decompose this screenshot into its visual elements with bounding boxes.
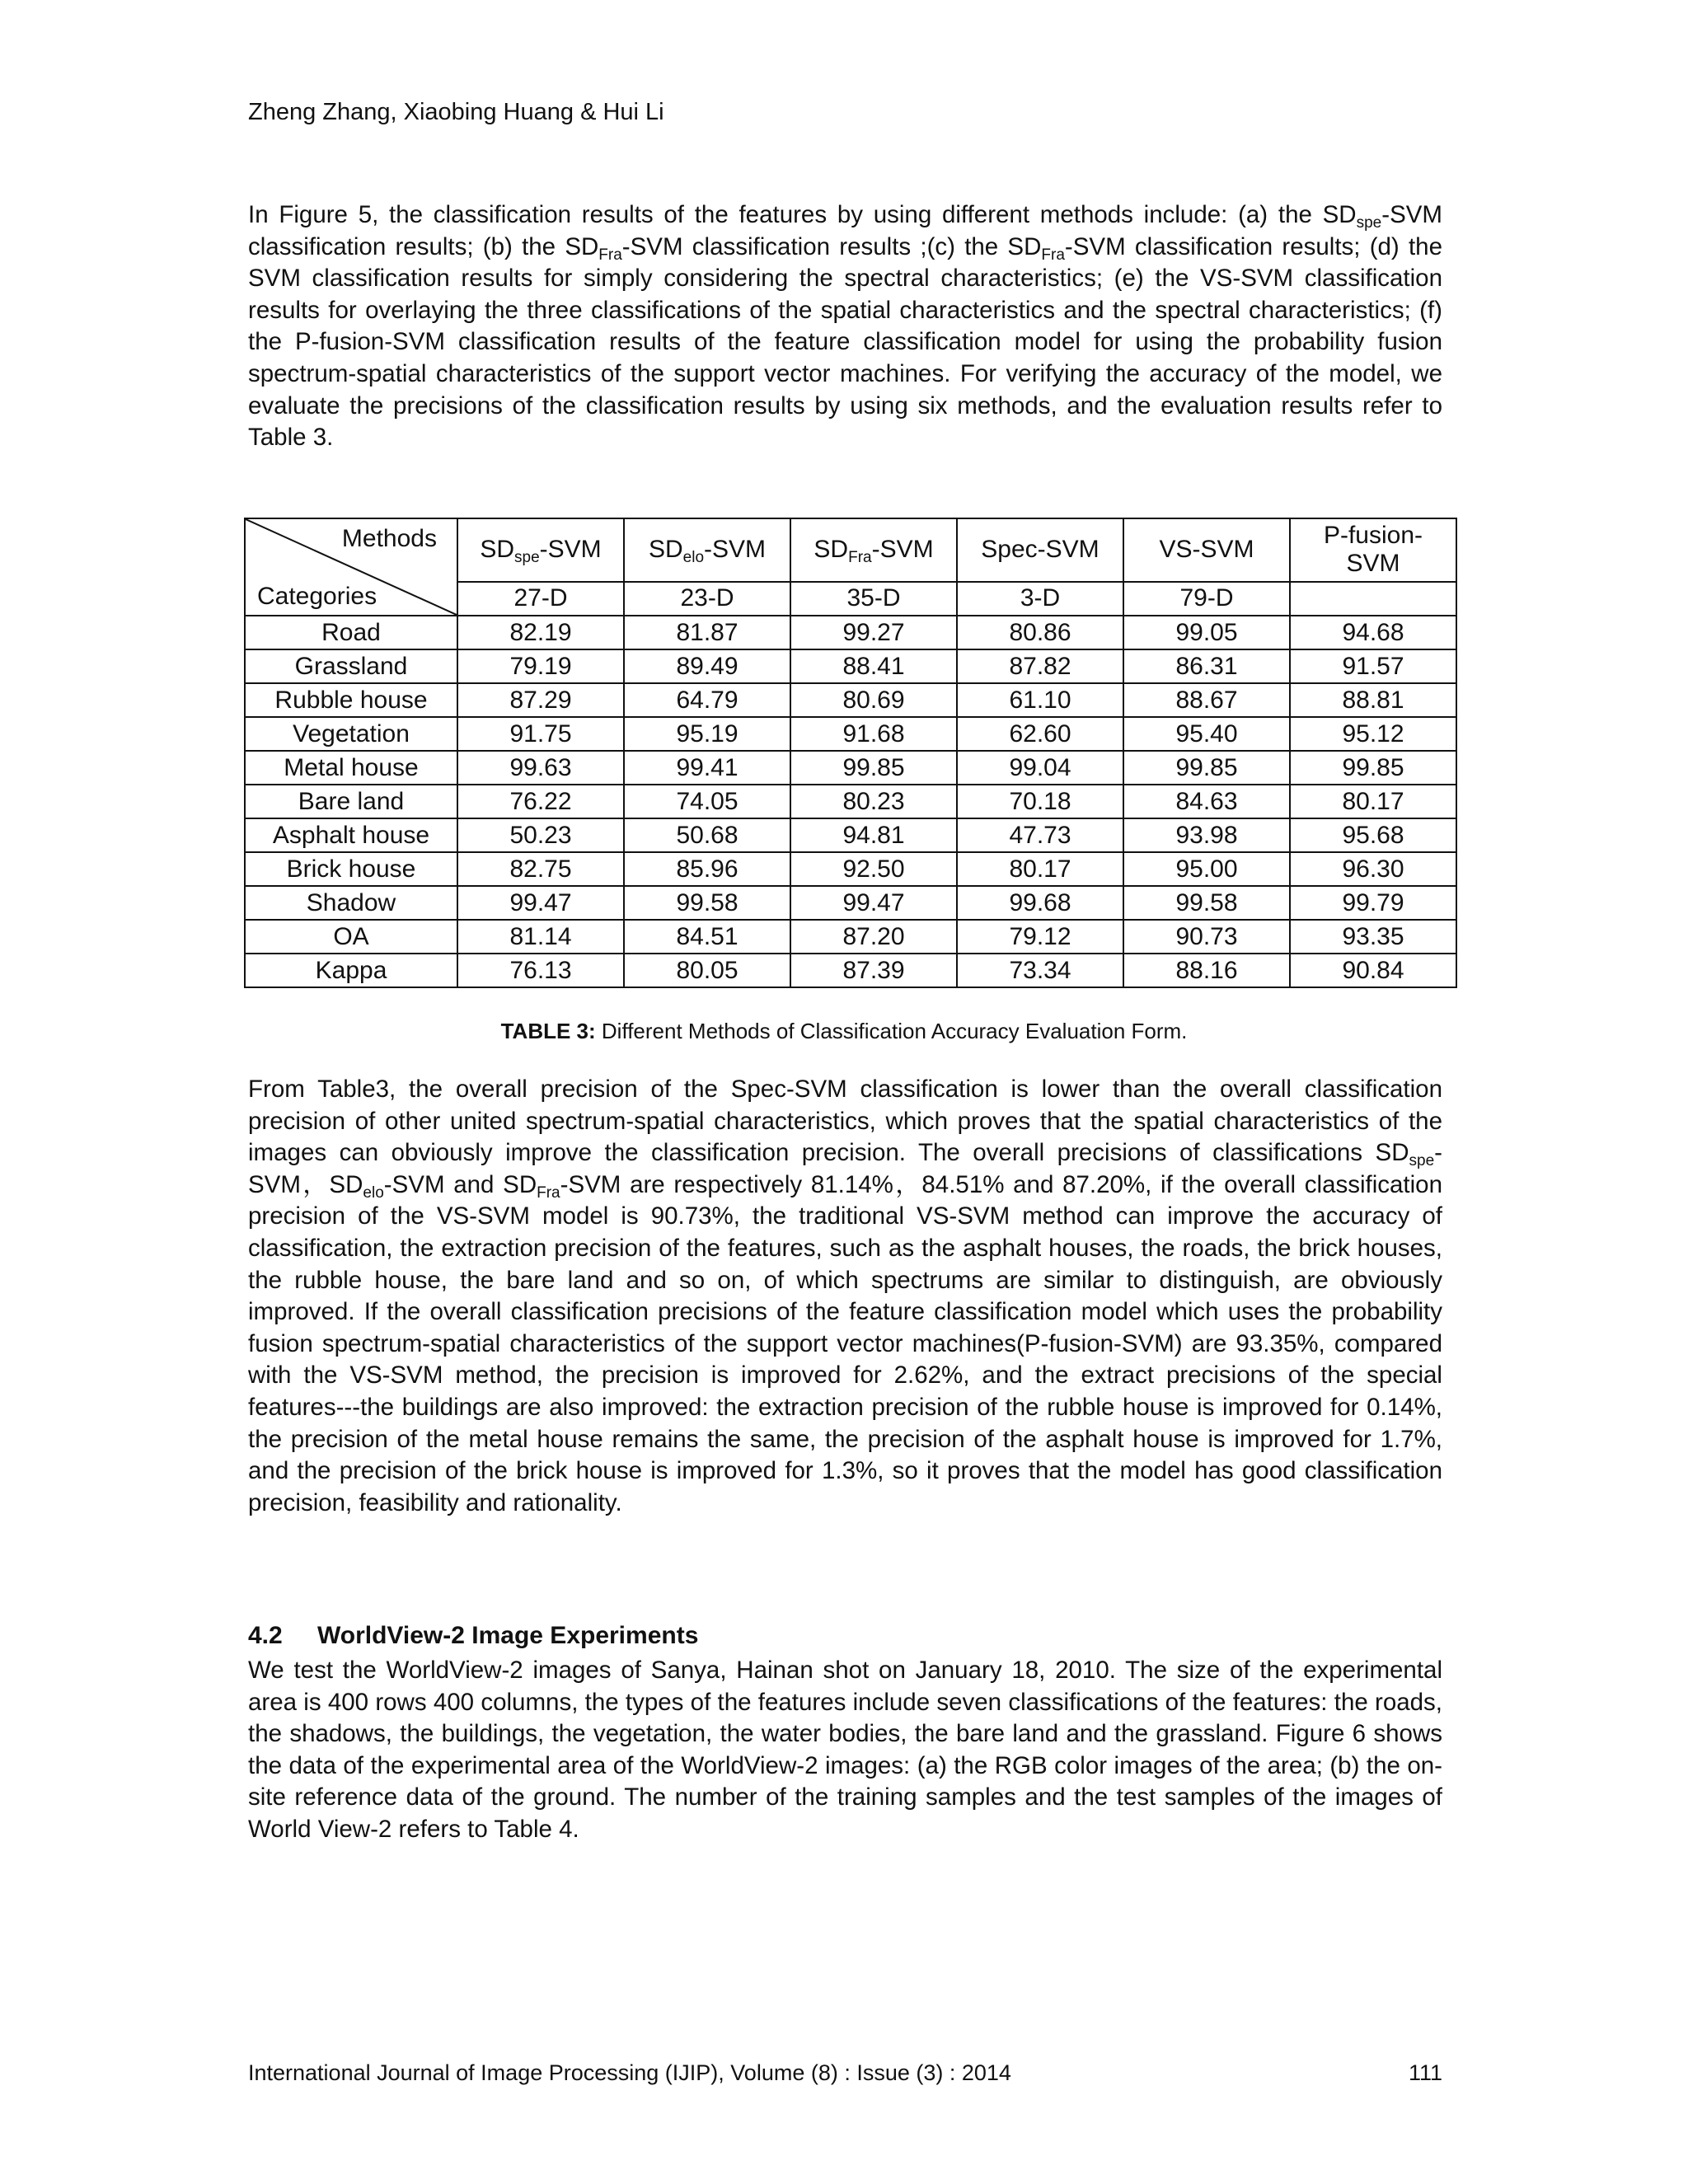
paragraph-worldview2 <box>248 1655 1442 1846</box>
caption-label: TABLE 3: <box>500 1019 596 1043</box>
method-subscript: spe <box>514 549 540 567</box>
category-label: Brick house <box>245 852 457 886</box>
accuracy-cell: 81.14 <box>457 920 624 954</box>
accuracy-cell: 99.47 <box>457 886 624 920</box>
accuracy-cell: 99.58 <box>624 886 790 920</box>
accuracy-cell: 93.98 <box>1123 818 1290 852</box>
accuracy-cell: 93.35 <box>1290 920 1456 954</box>
method-subscript: elo <box>682 549 705 567</box>
subscript-text: spe <box>1356 214 1382 232</box>
category-label: Bare land <box>245 785 457 818</box>
accuracy-cell: 95.00 <box>1123 852 1290 886</box>
accuracy-cell: 84.51 <box>624 920 790 954</box>
running-header-authors: Zheng Zhang, Xiaobing Huang & Hui Li <box>248 99 664 125</box>
accuracy-cell: 91.68 <box>790 717 957 751</box>
accuracy-cell: 80.23 <box>790 785 957 818</box>
accuracy-cell: 85.96 <box>624 852 790 886</box>
caption-text: Different Methods of Classification Accuracy Evaluation Form. <box>595 1019 1188 1043</box>
accuracy-cell: 88.41 <box>790 649 957 683</box>
footer-journal: International Journal of Image Processing (IJIP), Volume (8) : Issue (3) : 2014 <box>248 2060 1011 2085</box>
table-3-accuracy <box>244 518 1457 988</box>
accuracy-cell: 99.68 <box>957 886 1123 920</box>
method-header <box>1290 518 1456 582</box>
accuracy-cell: 90.73 <box>1123 920 1290 954</box>
corner-methods-label: Methods <box>341 525 437 552</box>
table-row <box>245 920 1456 954</box>
accuracy-cell: 99.79 <box>1290 886 1456 920</box>
table-corner-header <box>245 518 457 616</box>
dimension-cell: 27-D <box>457 582 624 616</box>
text-segment: -SVM，SD <box>248 1139 1442 1198</box>
accuracy-cell: 94.81 <box>790 818 957 852</box>
page-footer <box>248 2060 1442 2086</box>
method-name: Spec-SVM <box>981 536 1100 564</box>
accuracy-cell: 99.04 <box>957 751 1123 785</box>
dimension-cell: 23-D <box>624 582 790 616</box>
accuracy-cell: 62.60 <box>957 717 1123 751</box>
paragraph-figure5-description <box>248 199 1442 454</box>
accuracy-cell: 87.20 <box>790 920 957 954</box>
accuracy-cell: 84.63 <box>1123 785 1290 818</box>
method-header <box>1123 518 1290 582</box>
method-header <box>790 518 957 582</box>
accuracy-cell: 73.34 <box>957 954 1123 987</box>
accuracy-cell: 99.47 <box>790 886 957 920</box>
accuracy-cell: 87.29 <box>457 683 624 717</box>
accuracy-cell: 74.05 <box>624 785 790 818</box>
accuracy-cell: 89.49 <box>624 649 790 683</box>
text-segment: -SVM and SD <box>383 1170 537 1198</box>
accuracy-cell: 47.73 <box>957 818 1123 852</box>
method-name: SD <box>648 536 683 564</box>
text-segment: -SVM classification results ;(c) the SD <box>621 232 1042 260</box>
accuracy-cell: 80.86 <box>957 616 1123 649</box>
table-row <box>245 683 1456 717</box>
table-row <box>245 886 1456 920</box>
accuracy-cell: 61.10 <box>957 683 1123 717</box>
dimension-cell: 35-D <box>790 582 957 616</box>
accuracy-cell: 81.87 <box>624 616 790 649</box>
accuracy-cell: 99.85 <box>1123 751 1290 785</box>
accuracy-cell: 90.84 <box>1290 954 1456 987</box>
method-name: SD <box>814 536 849 564</box>
subscript-text: Fra <box>1041 246 1065 264</box>
dimension-cell: 79-D <box>1123 582 1290 616</box>
accuracy-cell: 76.13 <box>457 954 624 987</box>
accuracy-cell: 88.67 <box>1123 683 1290 717</box>
category-label: Road <box>245 616 457 649</box>
accuracy-cell: 82.19 <box>457 616 624 649</box>
subscript-text: elo <box>363 1183 384 1202</box>
accuracy-cell: 91.57 <box>1290 649 1456 683</box>
accuracy-cell: 95.19 <box>624 717 790 751</box>
table-row <box>245 751 1456 785</box>
accuracy-cell: 95.40 <box>1123 717 1290 751</box>
subscript-text: Fra <box>598 246 622 264</box>
method-header <box>457 518 624 582</box>
accuracy-cell: 99.85 <box>790 751 957 785</box>
accuracy-cell: 70.18 <box>957 785 1123 818</box>
method-suffix: -SVM <box>704 536 767 564</box>
table-row <box>245 785 1456 818</box>
accuracy-cell: 96.30 <box>1290 852 1456 886</box>
accuracy-cell: 82.75 <box>457 852 624 886</box>
category-label: Shadow <box>245 886 457 920</box>
accuracy-cell: 99.27 <box>790 616 957 649</box>
accuracy-cell: 79.19 <box>457 649 624 683</box>
method-name: SD <box>480 536 515 564</box>
accuracy-cell: 79.12 <box>957 920 1123 954</box>
text-segment: In Figure 5, the classification results of the features by using different methods include: (a) the SD <box>248 201 1357 228</box>
text-segment: We test the WorldView-2 images of Sanya, Hainan shot on January 18, 2010. The size of the experimental area is 400 rows 400 columns, the types of the features include seven classifications of the features: the roads, the shadows, the buildings, the vegetation, the water bodies, the bare land and the grassland. Figure 6 shows the data of the experimental area of the WorldView-2 images: (a) the RGB color images of the area; (b) the on-site reference data of the ground. The number of the training samples and the test samples of the images of World View-2 refers to Table 4. <box>248 1657 1442 1843</box>
accuracy-cell: 80.17 <box>1290 785 1456 818</box>
accuracy-cell: 80.05 <box>624 954 790 987</box>
method-suffix: -SVM <box>871 536 934 564</box>
table-caption <box>0 1019 1688 1044</box>
accuracy-cell: 99.63 <box>457 751 624 785</box>
paragraph-table3-discussion <box>248 1074 1442 1519</box>
category-label: Metal house <box>245 751 457 785</box>
accuracy-cell: 99.85 <box>1290 751 1456 785</box>
method-name: VS-SVM <box>1159 536 1254 564</box>
accuracy-cell: 95.68 <box>1290 818 1456 852</box>
section-heading <box>248 1622 698 1650</box>
accuracy-cell: 95.12 <box>1290 717 1456 751</box>
text-segment: -SVM are respectively 81.14%，84.51% and 87.20%, if the overall classification precision of the VS-SVM model is 90.73%, the traditional VS-SVM method can improve the accuracy of classification, the extraction precision of the features, such as the asphalt houses, the roads, the brick houses, the rubble house, the bare land and so on, of which spectrums are similar to distinguish, are obviously improved. If the overall classification precisions of the feature classification model which uses the probability fusion spectrum-spatial characteristics of the support vector machines(P-fusion-SVM) are 93.35%, compared with the VS-SVM method, the precision is improved for 2.62%, and the extract precisions of the special features---the buildings are also improved: the extraction precision of the rubble house is improved for 0.14%, the precision of the metal house remains the same, the precision of the asphalt house is improved for 1.7%, and the precision of the brick house is improved for 1.3%, so it proves that the model has good classification precision, feasibility and rationality. <box>248 1170 1442 1516</box>
accuracy-cell: 88.16 <box>1123 954 1290 987</box>
table-row <box>245 954 1456 987</box>
method-subscript: Fra <box>848 549 872 567</box>
accuracy-cell: 86.31 <box>1123 649 1290 683</box>
accuracy-cell: 92.50 <box>790 852 957 886</box>
table-row <box>245 818 1456 852</box>
accuracy-cell: 87.82 <box>957 649 1123 683</box>
method-header <box>624 518 790 582</box>
table-row <box>245 717 1456 751</box>
accuracy-cell: 80.69 <box>790 683 957 717</box>
accuracy-cell: 88.81 <box>1290 683 1456 717</box>
category-label: Grassland <box>245 649 457 683</box>
page-number: 111 <box>1408 2060 1442 2085</box>
accuracy-cell: 76.22 <box>457 785 624 818</box>
section-number: 4.2 <box>248 1622 283 1649</box>
accuracy-cell: 94.68 <box>1290 616 1456 649</box>
accuracy-cell: 87.39 <box>790 954 957 987</box>
accuracy-cell: 91.75 <box>457 717 624 751</box>
table-row <box>245 616 1456 649</box>
accuracy-cell: 99.41 <box>624 751 790 785</box>
category-label: Vegetation <box>245 717 457 751</box>
section-title: WorldView-2 Image Experiments <box>317 1622 699 1649</box>
method-name: P-fusion-SVM <box>1323 522 1423 578</box>
accuracy-cell: 99.58 <box>1123 886 1290 920</box>
accuracy-cell: 50.23 <box>457 818 624 852</box>
method-header <box>957 518 1123 582</box>
accuracy-cell: 64.79 <box>624 683 790 717</box>
category-label: Rubble house <box>245 683 457 717</box>
text-segment: From Table3, the overall precision of the Spec-SVM classification is lower than the overall classification precision of other united spectrum-spatial characteristics, which proves that the spatial characteristics of the images can obviously improve the classification precision. The overall precisions of classifications SD <box>248 1076 1442 1167</box>
table-row <box>245 649 1456 683</box>
accuracy-cell: 50.68 <box>624 818 790 852</box>
accuracy-cell: 80.17 <box>957 852 1123 886</box>
category-label: Asphalt house <box>245 818 457 852</box>
category-label: OA <box>245 920 457 954</box>
dimension-cell <box>1290 582 1456 616</box>
subscript-text: Fra <box>537 1183 560 1202</box>
text-segment: -SVM classification results; (b) the SD <box>248 201 1442 260</box>
subscript-text: spe <box>1409 1152 1435 1170</box>
table-row <box>245 852 1456 886</box>
category-label: Kappa <box>245 954 457 987</box>
corner-categories-label: Categories <box>257 583 377 610</box>
text-segment: -SVM classification results; (d) the SVM classification results for simply considering the spectral characteristics; (e) the VS-SVM classification results for overlaying the three classifications of the spatial characteristics and the spectral characteristics; (f) the P-fusion-SVM classification results of the feature classification model for using the probability fusion spectrum-spatial characteristics of the support vector machines. For verifying the accuracy of the model, we evaluate the precisions of the classification results by using six methods, and the evaluation results refer to Table 3. <box>248 232 1442 452</box>
method-suffix: -SVM <box>539 536 602 564</box>
dimension-cell: 3-D <box>957 582 1123 616</box>
accuracy-cell: 99.05 <box>1123 616 1290 649</box>
